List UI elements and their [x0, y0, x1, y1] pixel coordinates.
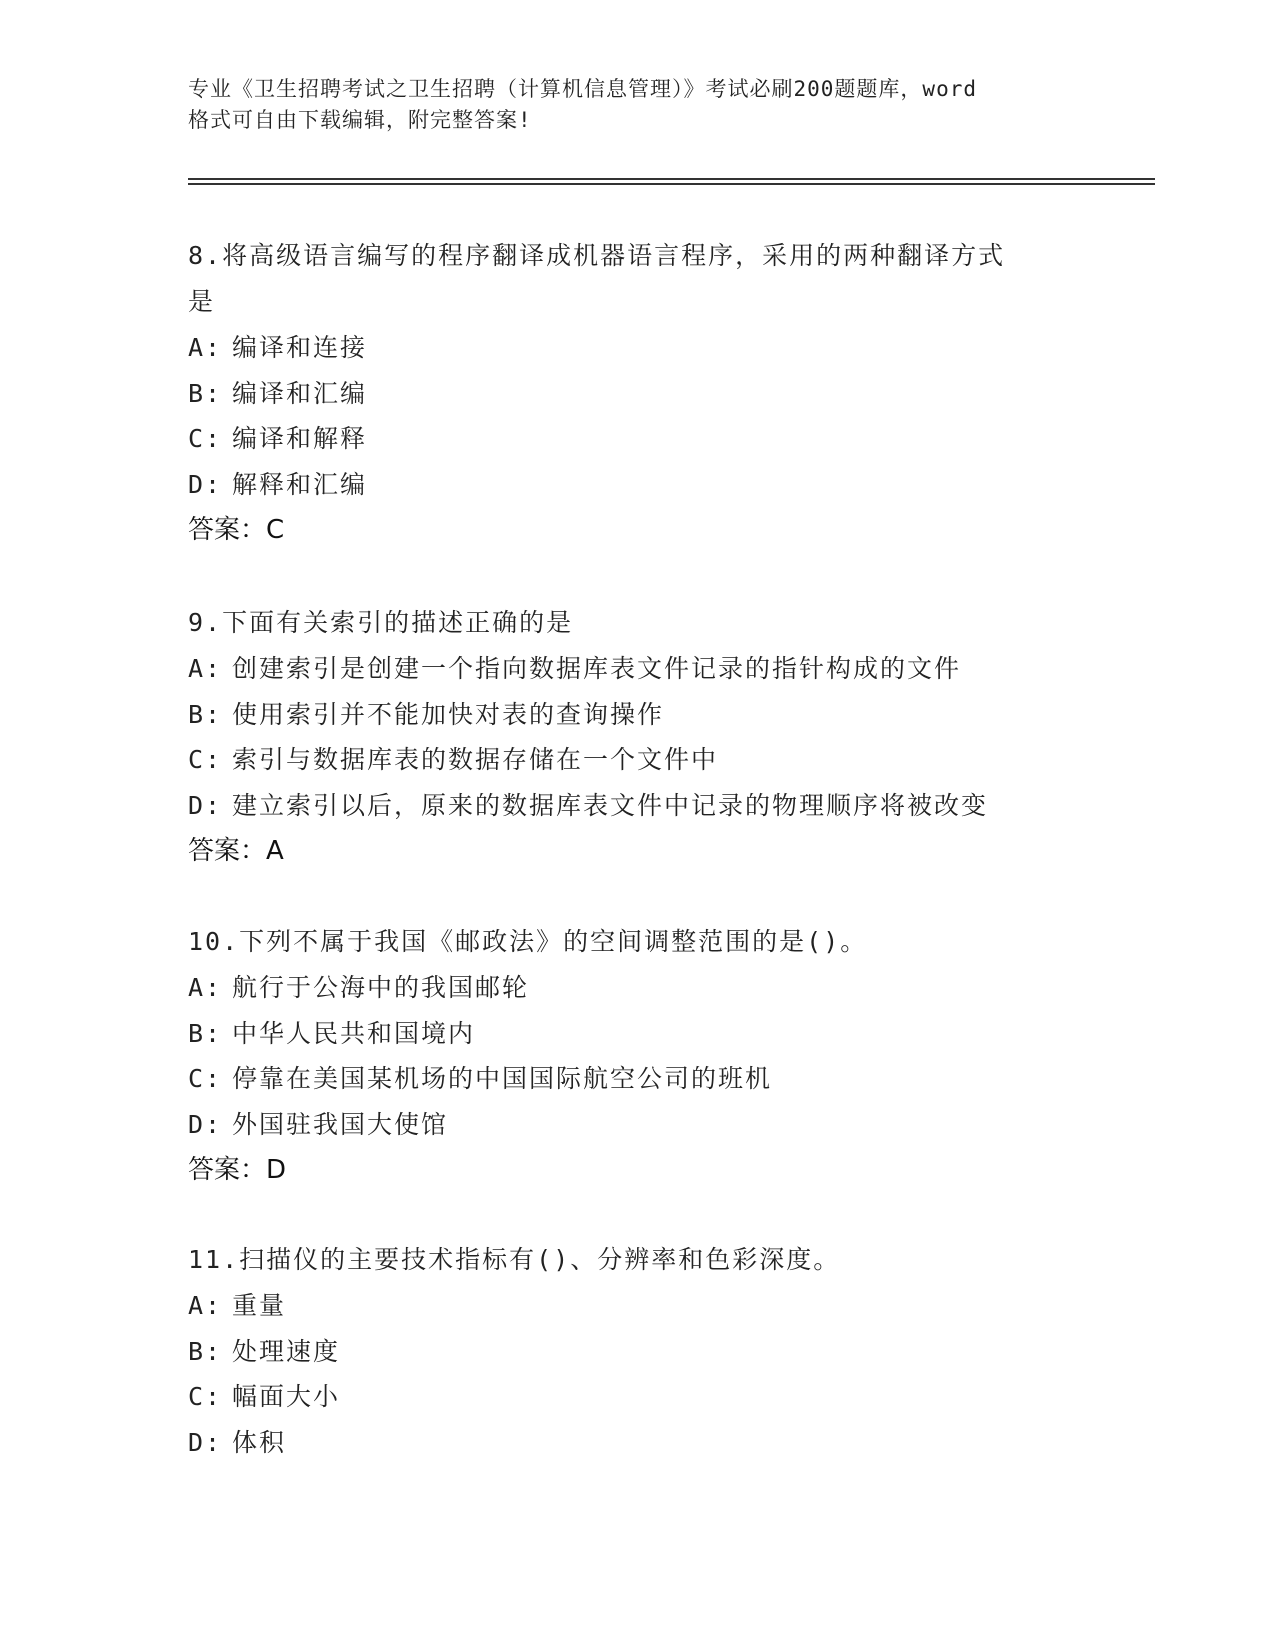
- answer-label: 答案：C: [188, 515, 285, 546]
- option-c: [188, 1374, 1088, 1420]
- option-c: [188, 416, 1088, 462]
- answer-label: 答案：D: [188, 1155, 287, 1186]
- option-key: D:: [188, 469, 223, 499]
- question-stem: 11.扫描仪的主要技术指标有()、分辨率和色彩深度。: [188, 1245, 841, 1274]
- option-b: [188, 1329, 1088, 1375]
- option-a: [188, 1283, 1088, 1329]
- option-key: A:: [188, 973, 223, 1002]
- question-stem: 10.下列不属于我国《邮政法》的空间调整范围的是()。: [188, 927, 868, 956]
- option-d: [188, 1420, 1088, 1466]
- question-9: [188, 600, 1088, 874]
- option-text: 索引与数据库表的数据存储在一个文件中: [232, 745, 719, 775]
- header-divider-bottom: [188, 183, 1155, 185]
- document-header: [188, 74, 1088, 136]
- question-8: [188, 233, 1088, 553]
- option-a: [188, 965, 1088, 1011]
- option-key: C:: [188, 1064, 223, 1094]
- option-text: 编译和连接: [232, 333, 368, 362]
- option-key: B:: [188, 1018, 223, 1048]
- question-10: [188, 919, 1088, 1193]
- question-stem: 9.下面有关索引的描述正确的是: [188, 608, 574, 637]
- option-key: A:: [188, 333, 223, 362]
- option-text: 航行于公海中的我国邮轮: [232, 973, 530, 1002]
- option-text: 体积: [232, 1427, 287, 1457]
- option-d: [188, 783, 1088, 829]
- option-b: [188, 692, 1088, 738]
- option-text: 创建索引是创建一个指向数据库表文件记录的指针构成的文件: [232, 654, 962, 683]
- header-divider-top: [188, 178, 1155, 180]
- option-text: 处理速度: [232, 1336, 341, 1366]
- option-key: A:: [188, 654, 223, 683]
- option-key: C:: [188, 424, 223, 454]
- option-text: 中华人民共和国境内: [232, 1018, 476, 1048]
- option-c: [188, 1056, 1088, 1102]
- option-key: B:: [188, 699, 223, 729]
- option-text: 幅面大小: [232, 1382, 341, 1412]
- option-text: 建立索引以后，原来的数据库表文件中记录的物理顺序将被改变: [232, 790, 989, 820]
- option-a: [188, 646, 1088, 692]
- option-key: C:: [188, 745, 223, 775]
- option-key: D:: [188, 1109, 223, 1139]
- option-text: 解释和汇编: [232, 469, 368, 499]
- option-key: A:: [188, 1291, 223, 1320]
- option-key: B:: [188, 378, 223, 408]
- option-text: 编译和解释: [232, 424, 368, 454]
- option-key: C:: [188, 1382, 223, 1412]
- question-11: [188, 1237, 1088, 1465]
- header-line-1: 专业《卫生招聘考试之卫生招聘（计算机信息管理）》考试必刷200题题库，word: [188, 77, 977, 101]
- option-d: [188, 462, 1088, 508]
- option-key: D:: [188, 1427, 223, 1457]
- question-stem-continued: 是: [188, 287, 216, 316]
- option-text: 停靠在美国某机场的中国国际航空公司的班机: [232, 1064, 773, 1094]
- header-line-2: 格式可自由下载编辑，附完整答案!: [188, 108, 532, 132]
- option-text: 外国驻我国大使馆: [232, 1109, 449, 1139]
- option-text: 重量: [232, 1291, 287, 1320]
- option-b: [188, 371, 1088, 417]
- question-stem: 8.将高级语言编写的程序翻译成机器语言程序，采用的两种翻译方式: [188, 241, 1006, 270]
- answer-label: 答案：A: [188, 836, 284, 867]
- option-a: [188, 325, 1088, 371]
- option-b: [188, 1011, 1088, 1057]
- option-text: 编译和汇编: [232, 378, 368, 408]
- option-key: D:: [188, 790, 223, 820]
- option-key: B:: [188, 1336, 223, 1366]
- option-d: [188, 1102, 1088, 1148]
- option-text: 使用索引并不能加快对表的查询操作: [232, 699, 665, 729]
- option-c: [188, 737, 1088, 783]
